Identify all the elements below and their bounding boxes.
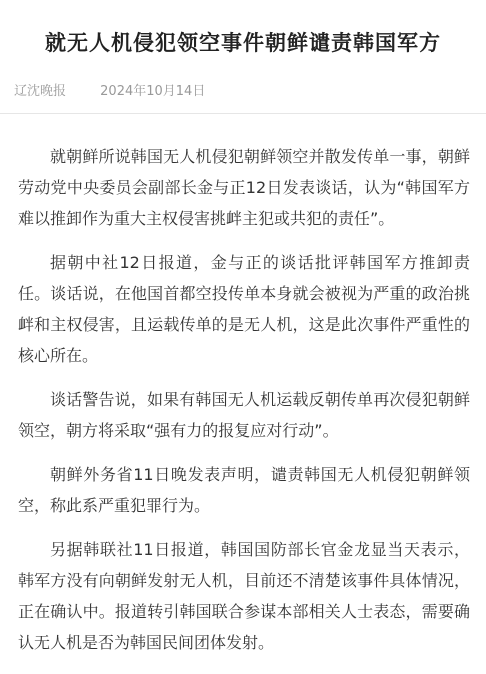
article-meta [14, 82, 205, 102]
paragraph: 朝鲜外务省11日晚发表声明，谴责韩国无人机侵犯朝鲜领空，称此系严重犯罪行为。 [18, 465, 470, 515]
paragraph: 据朝中社12日报道，金与正的谈话批评韩国军方推卸责任。谈话说，在他国首都空投传单本身就会被视为严重的政治挑衅和主权侵害，且运载传单的是无人机，这是此次事件严重性的核心所在。 [18, 253, 470, 365]
article-date: 2024年10月14日 [100, 84, 206, 99]
article-source: 辽沈晚报 [14, 84, 67, 99]
article-title: 就无人机侵犯领空事件朝鲜谴责韩国军方 [45, 31, 441, 56]
header-divider [0, 113, 486, 114]
paragraph: 谈话警告说，如果有韩国无人机运载反朝传单再次侵犯朝鲜领空，朝方将采取“强有力的报复应对行动”。 [18, 390, 470, 440]
paragraph: 就朝鲜所说韩国无人机侵犯朝鲜领空并散发传单一事，朝鲜劳动党中央委员会副部长金与正12日发表谈话，认为“韩国军方难以推卸作为重大主权侵害挑衅主犯或共犯的责任”。 [18, 147, 470, 228]
article-body [18, 141, 470, 671]
paragraph: 另据韩联社11日报道，韩国国防部长官金龙显当天表示，韩军方没有向朝鲜发射无人机，目前还不清楚该事件具体情况，正在确认中。报道转引韩国联合参谋本部相关人士表态，需要确认无人机是否为韩国民间团体发射。 [18, 540, 470, 652]
